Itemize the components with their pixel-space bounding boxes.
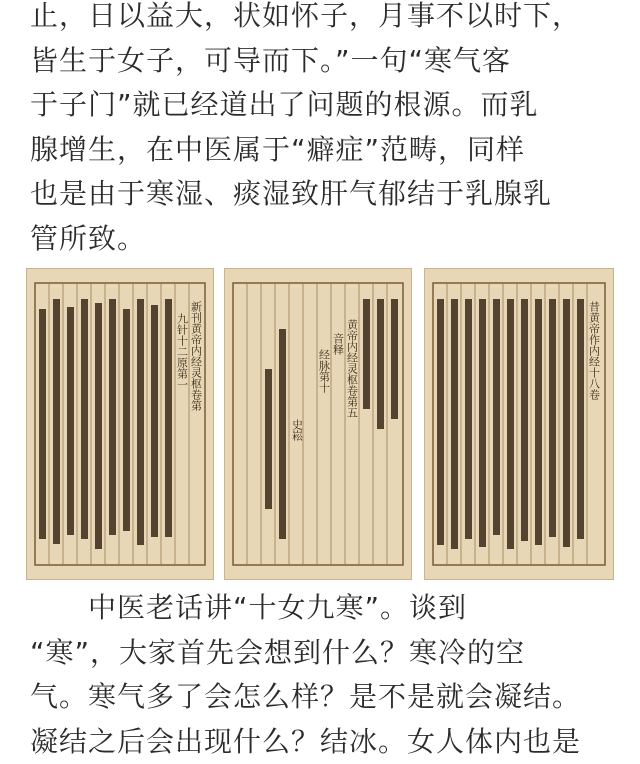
text-line: 止，日以益大，状如怀子，月事不以时下， <box>30 0 615 39</box>
text-line: 管所致。 <box>30 217 615 262</box>
book-page-right <box>424 268 614 580</box>
text-line: 也是由于寒湿、痰湿致肝气郁结于乳腺乳 <box>30 172 615 217</box>
text-line: 皆生于女子，可导而下。”一句“寒气客 <box>30 39 615 84</box>
text-line: 于子门”就已经道出了问题的根源。而乳 <box>30 83 615 128</box>
book-page-middle <box>224 268 412 580</box>
book-signature: 史崧 <box>291 418 304 442</box>
book-subtitle-column: 九针十二原第一 <box>176 312 189 390</box>
text-line: 气。寒气多了会怎么样？是不是就会凝结。 <box>30 675 615 720</box>
text-line: 中医老话讲“十女九寒”。谈到 <box>30 586 615 631</box>
ancient-book-image <box>26 268 614 580</box>
book-title-column: 新刊黄帝内经灵枢卷第 <box>190 301 203 411</box>
book-page-left <box>26 268 214 580</box>
book-chapter-label: 经脉第十 <box>318 349 331 393</box>
text-line: 凝结之后会出现什么？结冰。女人体内也是 <box>30 720 615 764</box>
text-line: “寒”，大家首先会想到什么？寒冷的空 <box>30 631 615 676</box>
intro-paragraph <box>30 0 615 261</box>
book-section-label: 音释 <box>332 332 345 355</box>
text-line: 腺增生，在中医属于“癖症”范畴，同样 <box>30 128 615 173</box>
book-first-column: 昔黄帝作内经十八卷 <box>588 301 601 400</box>
body-paragraph <box>30 586 615 764</box>
book-title-column: 黄帝内经灵枢卷第五 <box>346 318 359 418</box>
